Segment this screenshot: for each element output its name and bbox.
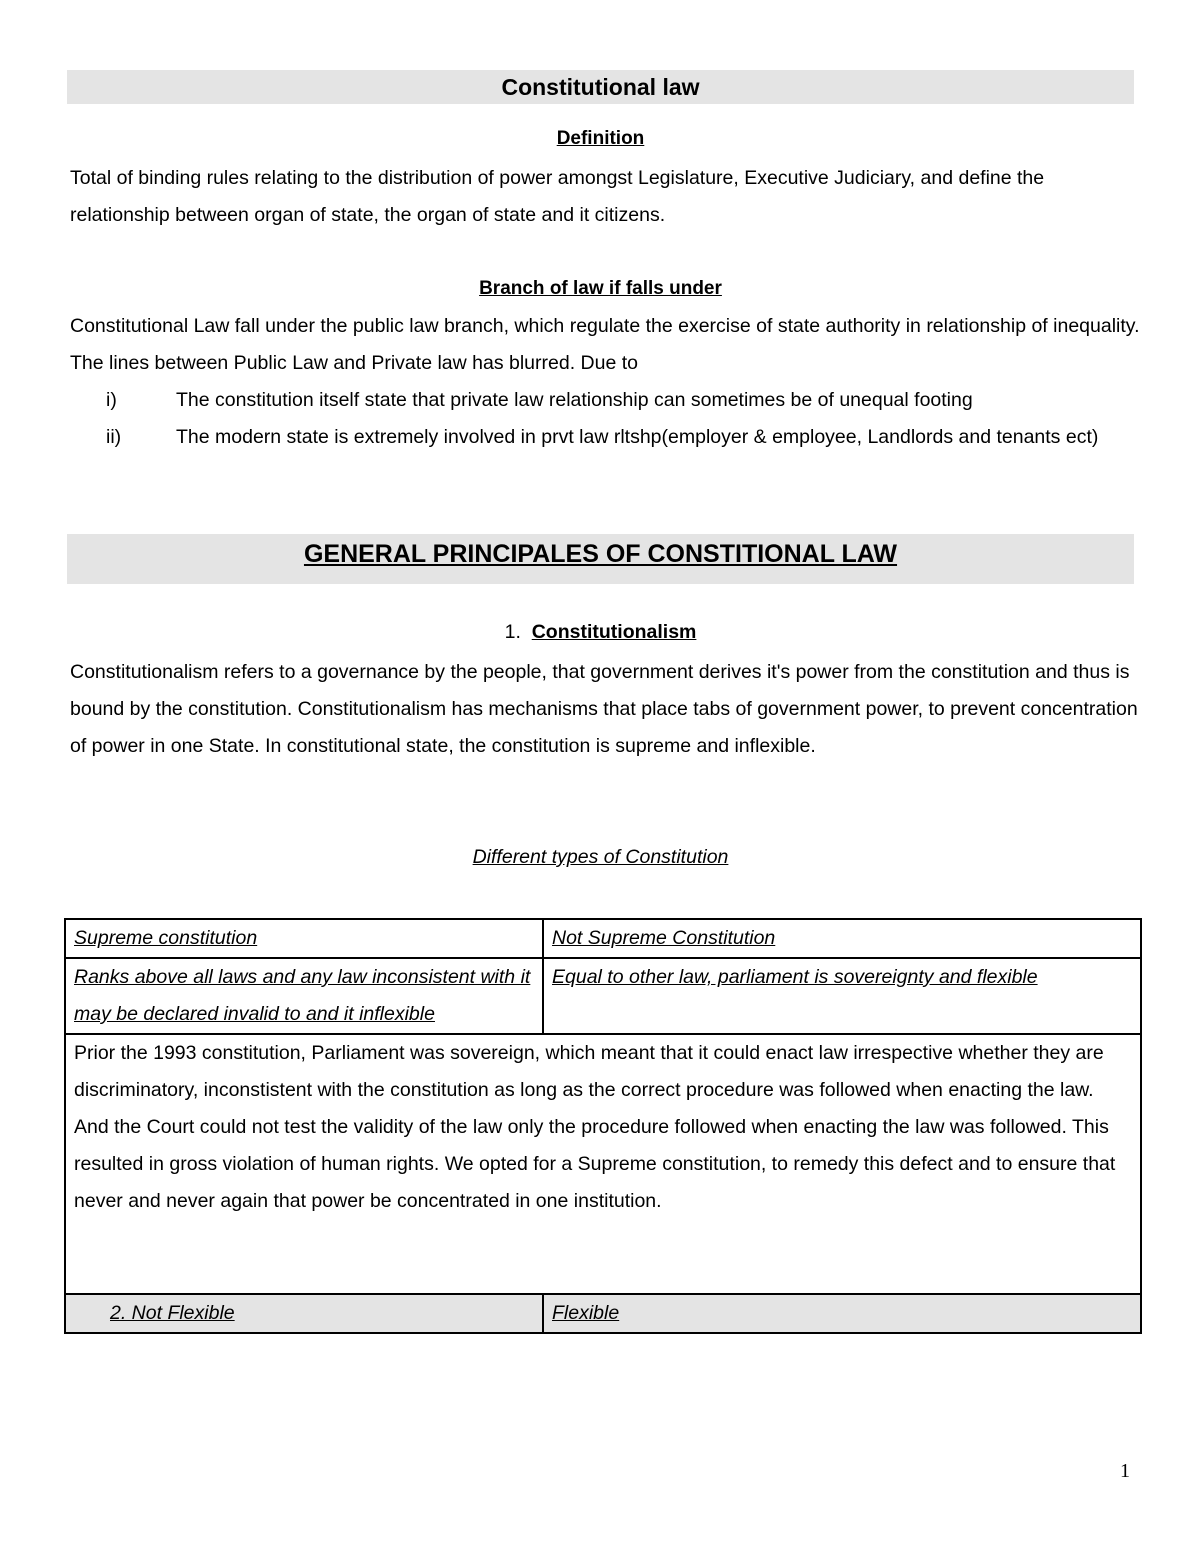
constitutionalism-heading [67, 621, 1134, 644]
flexible-label: Flexible [552, 1302, 620, 1324]
section-banner [67, 534, 1134, 584]
constitutionalism-text: Constitutionalism refers to a governance by the people, that government derives it's power from the constitution and thus is bound by the constitution. Constitutionalism has mechanisms that place tabs of government power, to prevent concentration of power in one State. In constitutional state, the constitution is supreme and inflexible. [70, 661, 1138, 757]
list-item-number: i) [106, 389, 117, 411]
table-cell [65, 919, 543, 958]
history-note: Prior the 1993 constitution, Parliament was sovereign, which meant that it could enact law irrespective whether they are discriminatory, inconstistent with the constitution as long as the correct procedure was followed when enacting the law. And the Court could not test the validity of the law only the procedure followed when enacting the law was followed. This resulted in gross violation of human rights. We opted for a Supreme constitution, to remedy this defect and to ensure that never and never again that power be concentrated in one institution. [65, 1034, 1141, 1294]
table-row [65, 1034, 1141, 1294]
not-flexible-label: 2. Not Flexible [110, 1302, 235, 1324]
section-title: GENERAL PRINCIPALES OF CONSTITIONAL LAW [303, 540, 898, 568]
table-row [65, 919, 1141, 958]
table-cell [543, 919, 1141, 958]
constitution-types-table [64, 918, 1142, 1334]
branch-text: Constitutional Law fall under the public law branch, which regulate the exercise of state authority in relationship of inequality. The lines between Public Law and Private law has blurred. Due to [70, 315, 1140, 374]
document-title: Constitutional law [67, 70, 1134, 104]
page-number: 1 [1120, 1460, 1130, 1482]
supreme-description: Ranks above all laws and any law inconsistent with it may be declared invalid to and it inflexible [74, 966, 531, 1025]
table-cell [65, 1294, 543, 1333]
heading-label: Constitutionalism [531, 621, 697, 643]
table-cell [543, 958, 1141, 1034]
table-cell [65, 958, 543, 1034]
types-title: Different types of Constitution [472, 846, 729, 868]
heading-number: 1. [504, 621, 521, 643]
table-cell [543, 1294, 1141, 1333]
not-supreme-header: Not Supreme Constitution [552, 927, 776, 949]
not-supreme-description: Equal to other law, parliament is sovereignty and flexible [552, 966, 1038, 988]
table-row [65, 958, 1141, 1034]
list-item-text: The constitution itself state that private law relationship can sometimes be of unequal footing [176, 389, 973, 411]
list-item-number: ii) [106, 426, 122, 448]
list-item-text: The modern state is extremely involved in prvt law rltshp(employer & employee, Landlords and tenants ect) [176, 426, 1099, 448]
branch-heading: Branch of law if falls under [479, 278, 722, 299]
table-row [65, 1294, 1141, 1333]
definition-text: Total of binding rules relating to the distribution of power amongst Legislature, Executive Judiciary, and define the relationship between organ of state, the organ of state and it citizens. [70, 167, 1045, 226]
definition-heading: Definition [556, 128, 645, 149]
supreme-header: Supreme constitution [74, 927, 258, 949]
